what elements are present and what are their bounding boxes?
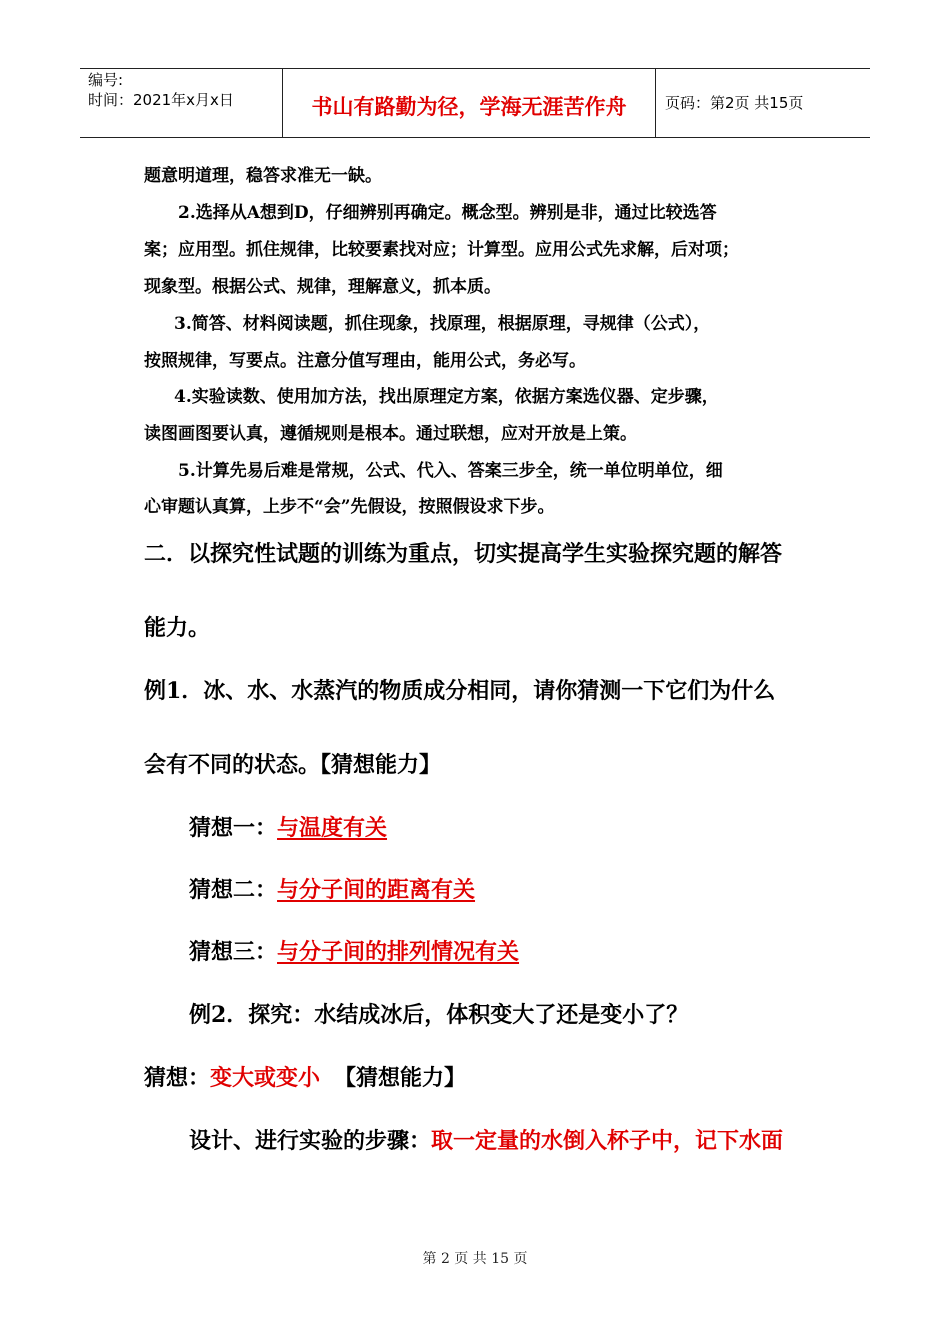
guess-item [189, 935, 519, 966]
paragraph-line: 心审题认真算，上步不“会”先假设，按照假设求下步。 [144, 497, 555, 517]
document-header [80, 68, 870, 138]
design-answer: 取一定量的水倒入杯子中，记下水面 [431, 1128, 784, 1154]
experiment-design [189, 1124, 783, 1155]
header-meta-cell [80, 69, 283, 137]
guess-label: 猜想： [144, 1065, 211, 1091]
guess-answer: 变大或变小 [210, 1065, 321, 1091]
paragraph-line: 读图画图要认真，遵循规则是根本。通过联想，应对开放是上策。 [144, 424, 637, 444]
example2-guess [144, 1061, 466, 1092]
paragraph-line: 案；应用型。抓住规律，比较要素找对应；计算型。应用公式先求解，后对项； [144, 240, 739, 260]
guess-item [189, 811, 387, 842]
paragraph-line: 3.简答、材料阅读题，抓住现象，找原理，根据原理，寻规律（公式）， [174, 314, 711, 334]
header-page-cell [657, 69, 870, 137]
page-footer: 第 2 页 共 15 页 [422, 1251, 528, 1267]
paragraph-line: 现象型。根据公式、规律，理解意义，抓本质。 [144, 277, 501, 297]
guess-answer: 与分子间的排列情况有关 [277, 939, 520, 965]
section-heading: 能力。 [144, 615, 211, 641]
doc-date-label: 时间：2021年x月x日 [88, 91, 234, 109]
guess-item [189, 873, 475, 904]
paragraph-line: 题意明道理，稳答求准无一缺。 [144, 166, 382, 186]
header-motto: 书山有路勤为径，学海无涯苦作舟 [311, 94, 627, 119]
guess-label: 猜想三： [189, 939, 278, 965]
section-heading: 二．以探究性试题的训练为重点，切实提高学生实验探究题的解答 [144, 541, 783, 567]
paragraph-line: 2.选择从A想到D，仔细辨别再确定。概念型。辨别是非，通过比较选答 [178, 203, 717, 223]
header-page-code: 页码：第2页 共15页 [665, 94, 804, 112]
doc-number-label: 编号: [88, 71, 124, 89]
guess-answer: 与分子间的距离有关 [277, 877, 476, 903]
example-question: 会有不同的状态。【猜想能力】 [144, 752, 442, 778]
guess-answer: 与温度有关 [277, 815, 388, 841]
guess-label: 猜想二： [189, 877, 278, 903]
paragraph-line: 4.实验读数、使用加方法，找出原理定方案，依据方案选仪器、定步骤， [174, 387, 719, 407]
header-motto-cell [283, 69, 656, 137]
guess-ability-tag: 【猜想能力】 [334, 1065, 467, 1091]
design-label: 设计、进行实验的步骤： [189, 1128, 432, 1154]
paragraph-line: 按照规律，写要点。注意分值写理由，能用公式，务必写。 [144, 351, 586, 371]
paragraph-line: 5.计算先易后难是常规，公式、代入、答案三步全，统一单位明单位，细 [178, 461, 723, 481]
example-question: 例1．冰、水、水蒸汽的物质成分相同，请你猜测一下它们为什么 [144, 678, 776, 704]
example-question: 例2．探究：水结成冰后，体积变大了还是变小了？ [189, 1002, 689, 1028]
guess-label: 猜想一： [189, 815, 278, 841]
